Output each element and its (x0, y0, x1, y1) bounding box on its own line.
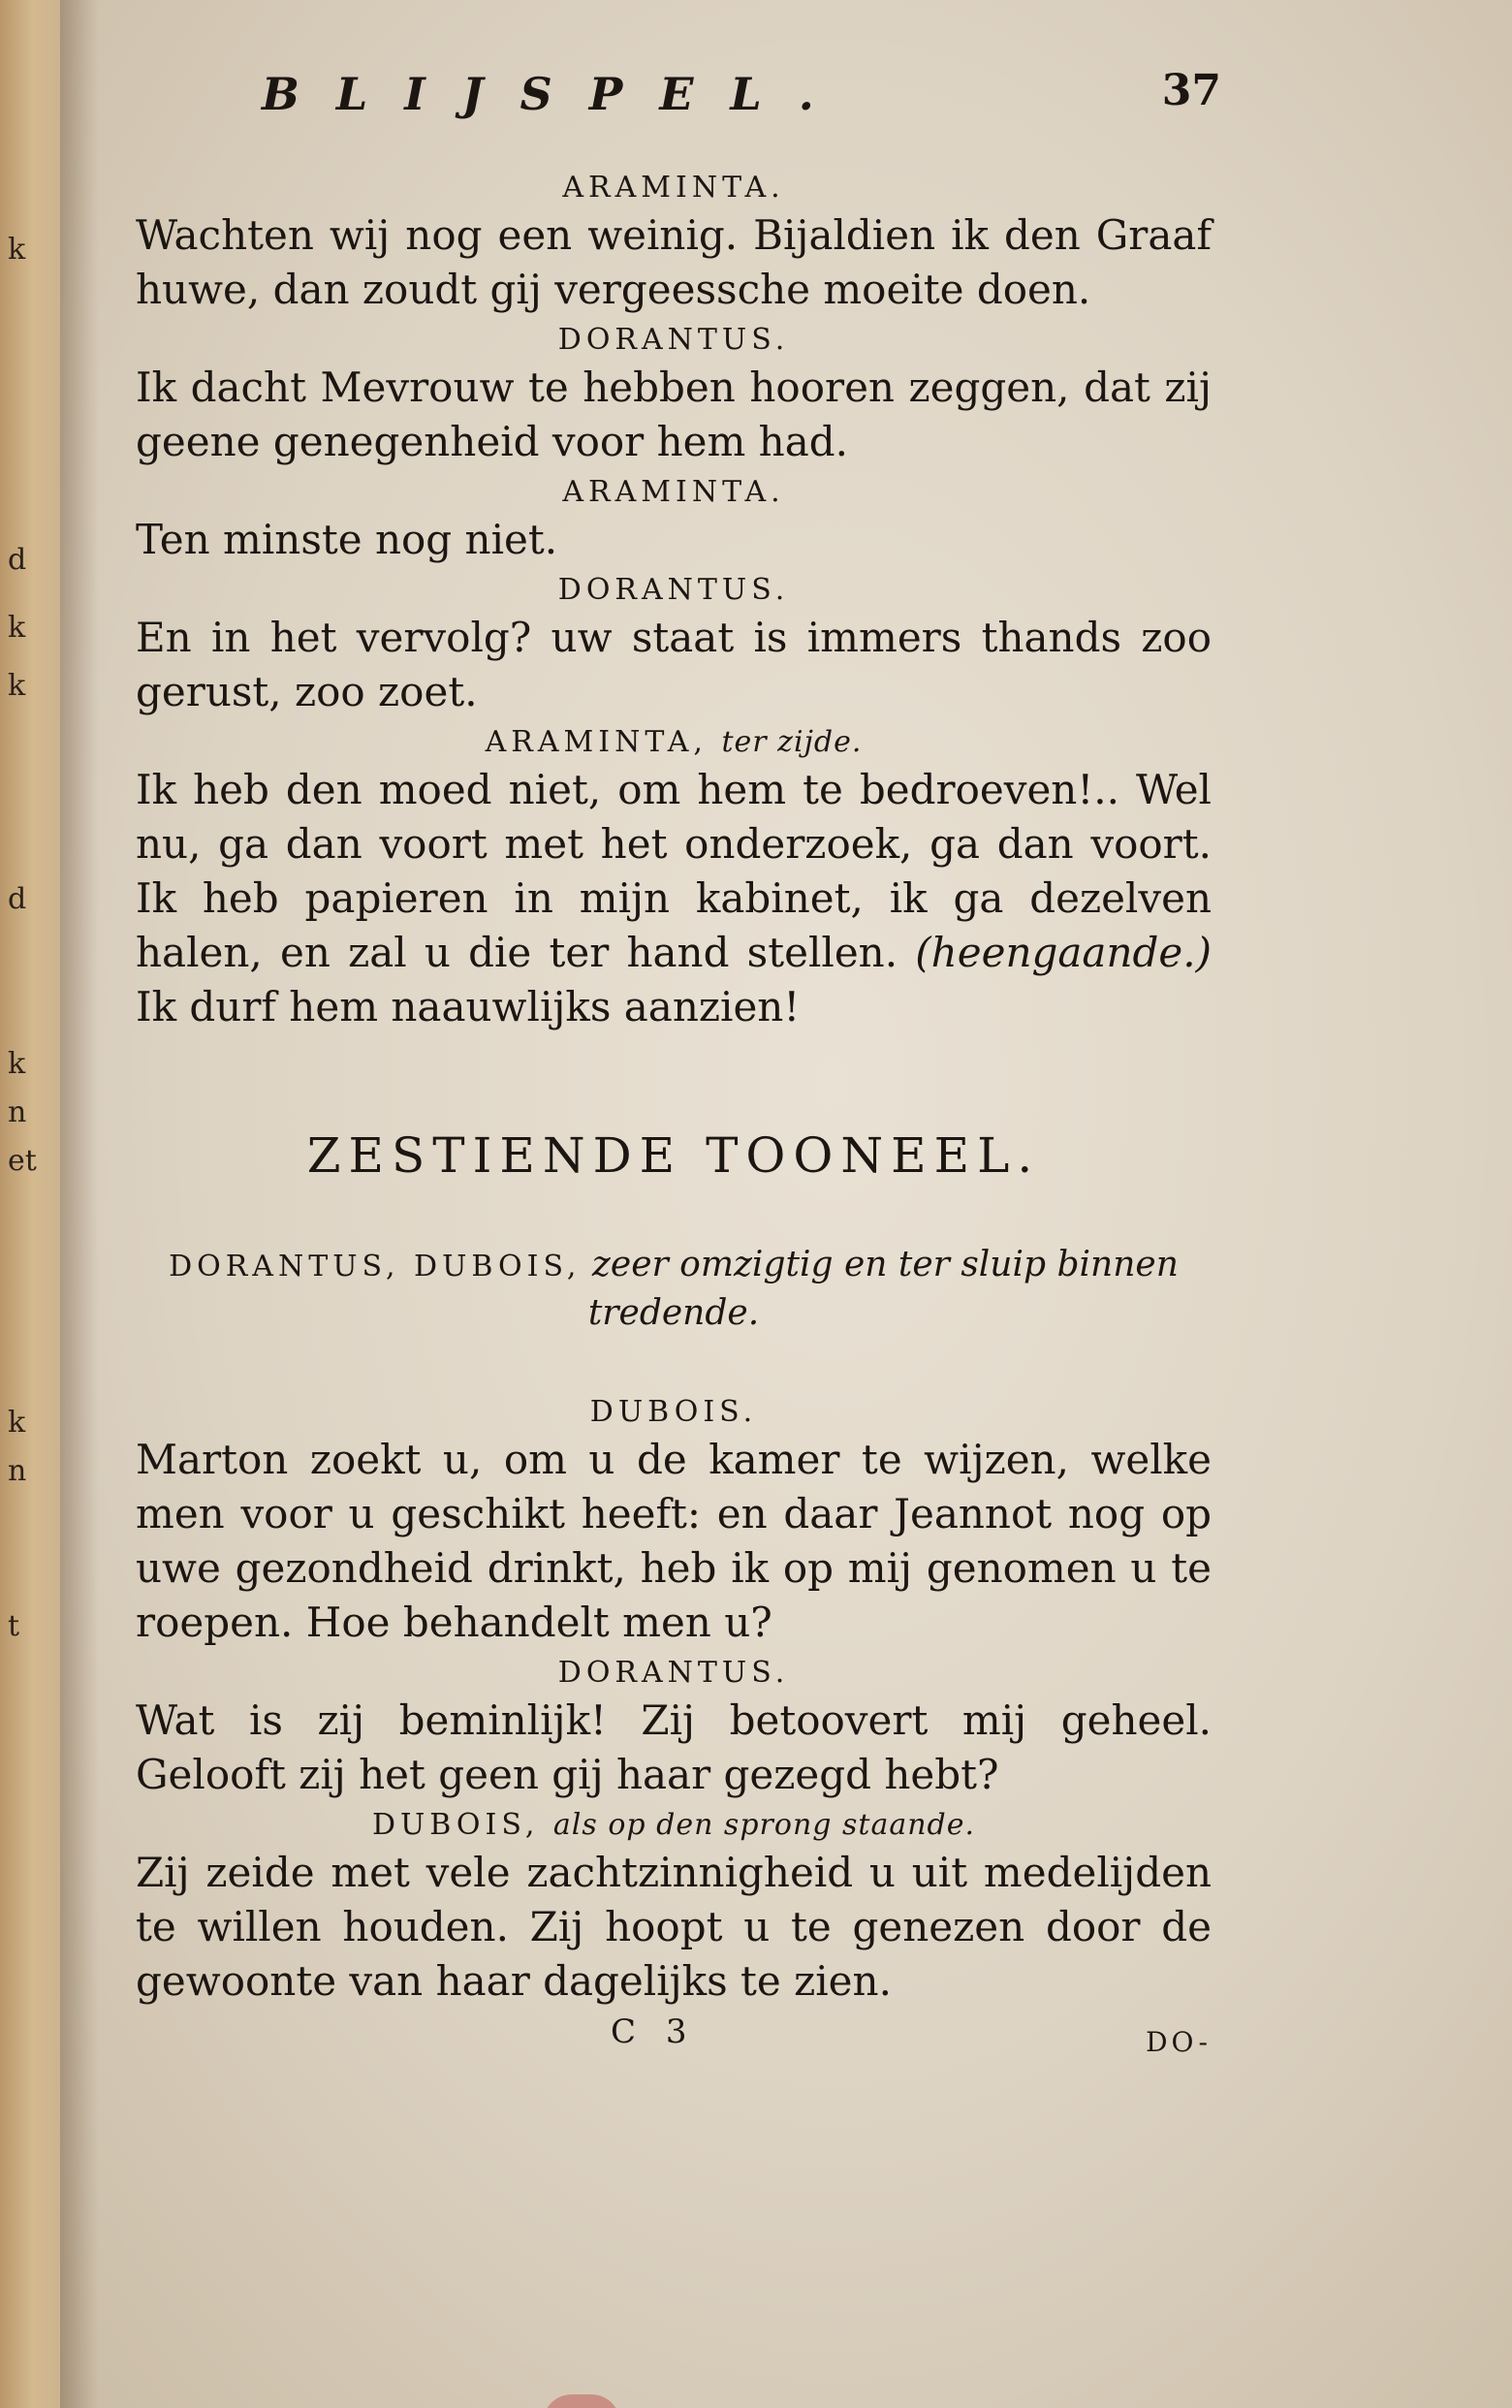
binding-shadow (60, 0, 99, 2408)
margin-letter: k (8, 611, 26, 645)
speech-text (136, 763, 1212, 1034)
speech-text: En in het vervolg? uw staat is immers thands zoo gerust, zoo zoet. (136, 614, 1212, 715)
speaker-heading (136, 1395, 1212, 1429)
dialogue-block-2 (136, 1395, 1212, 2009)
margin-letter: et (8, 1144, 37, 1178)
margin-letter: t (8, 1609, 20, 1643)
margin-letter: k (8, 669, 26, 703)
running-title: BLIJSPEL. (262, 68, 851, 120)
speech-text: Ten minste nog niet. (136, 516, 558, 563)
facing-page-edge (0, 0, 60, 2408)
cast-direction: zeer omzigtig en ter sluip binnen tredende. (587, 1245, 1179, 1333)
speaker-heading (136, 171, 1212, 205)
signature-mark: C 3 (611, 2012, 697, 2051)
margin-letter: d (8, 882, 27, 916)
speech-text: Ik dacht Mevrouw te hebben hooren zeggen, dat zij geene genegenheid voor hem had. (136, 364, 1212, 465)
speech-text: Wat is zij beminlijk! Zij betoovert mij geheel. Gelooft zij het geen gij haar gezegd hebt? (136, 1696, 1212, 1798)
speech-text: Marton zoekt u, om u de kamer te wijzen, welke men voor u geschikt heeft: en daar Jeannot nog op uwe gezondheid drinkt, heb ik op mij genomen u te roepen. Hoe behandelt men u? (136, 1436, 1212, 1646)
speaker-heading (136, 573, 1212, 607)
speaker-name: ARAMINTA. (562, 475, 785, 509)
speaker-heading (136, 323, 1212, 357)
margin-letter: k (8, 1047, 26, 1081)
speaker-heading (136, 1656, 1212, 1690)
page-footer (136, 2012, 1212, 2071)
finger-blot (543, 2394, 620, 2408)
stage-direction: als op den sprong staande. (552, 1808, 976, 1842)
margin-letter: n (8, 1095, 27, 1129)
speech-text: Zij zeide met vele zachtzinnigheid u uit medelijden te willen houden. Zij hoopt u te genezen door de gewoonte van haar dagelijks te zien. (136, 1849, 1212, 2005)
speaker-heading (136, 725, 1212, 759)
speaker-name: DORANTUS. (557, 323, 790, 357)
margin-letter: n (8, 1454, 27, 1488)
speaker-name: ARAMINTA, (485, 725, 708, 759)
speaker-name: DUBOIS, (371, 1808, 540, 1842)
speaker-name: ARAMINTA. (562, 171, 785, 205)
cast-names: DORANTUS, DUBOIS, (169, 1250, 582, 1283)
speech-part: Ik heb den moed niet, om hem te bedroeven!.. Wel nu, ga dan voort met het onderzoek, ga dan voort. Ik heb papieren in mijn kabinet, ik ga dezelven halen, en zal u die ter hand stellen. (136, 766, 1212, 976)
speaker-heading (136, 1808, 1212, 1842)
margin-letter: k (8, 233, 26, 267)
speech-text: Wachten wij nog een weinig. Bijaldien ik den Graaf huwe, dan zoudt gij vergeessche moeite doen. (136, 211, 1212, 313)
speaker-name: DORANTUS. (557, 1656, 790, 1690)
page-content (136, 58, 1221, 2071)
catchword: DO- (1146, 2026, 1212, 2058)
scene-title: ZESTIENDE TOONEEL. (306, 1127, 1041, 1184)
dialogue-block-1 (136, 171, 1212, 1034)
stage-direction: ter zijde. (721, 725, 863, 759)
margin-letter: k (8, 1406, 26, 1440)
running-head (136, 58, 1221, 165)
margin-letter: d (8, 543, 27, 577)
speaker-name: DUBOIS. (589, 1395, 758, 1429)
inline-stage-direction: (heengaande.) (915, 929, 1212, 976)
speech-part: Ik durf hem naauwlijks aanzien! (136, 983, 801, 1030)
speaker-name: DORANTUS. (557, 573, 790, 607)
page-number: 37 (1161, 66, 1221, 115)
scene-cast (136, 1242, 1212, 1337)
speaker-heading (136, 475, 1212, 509)
